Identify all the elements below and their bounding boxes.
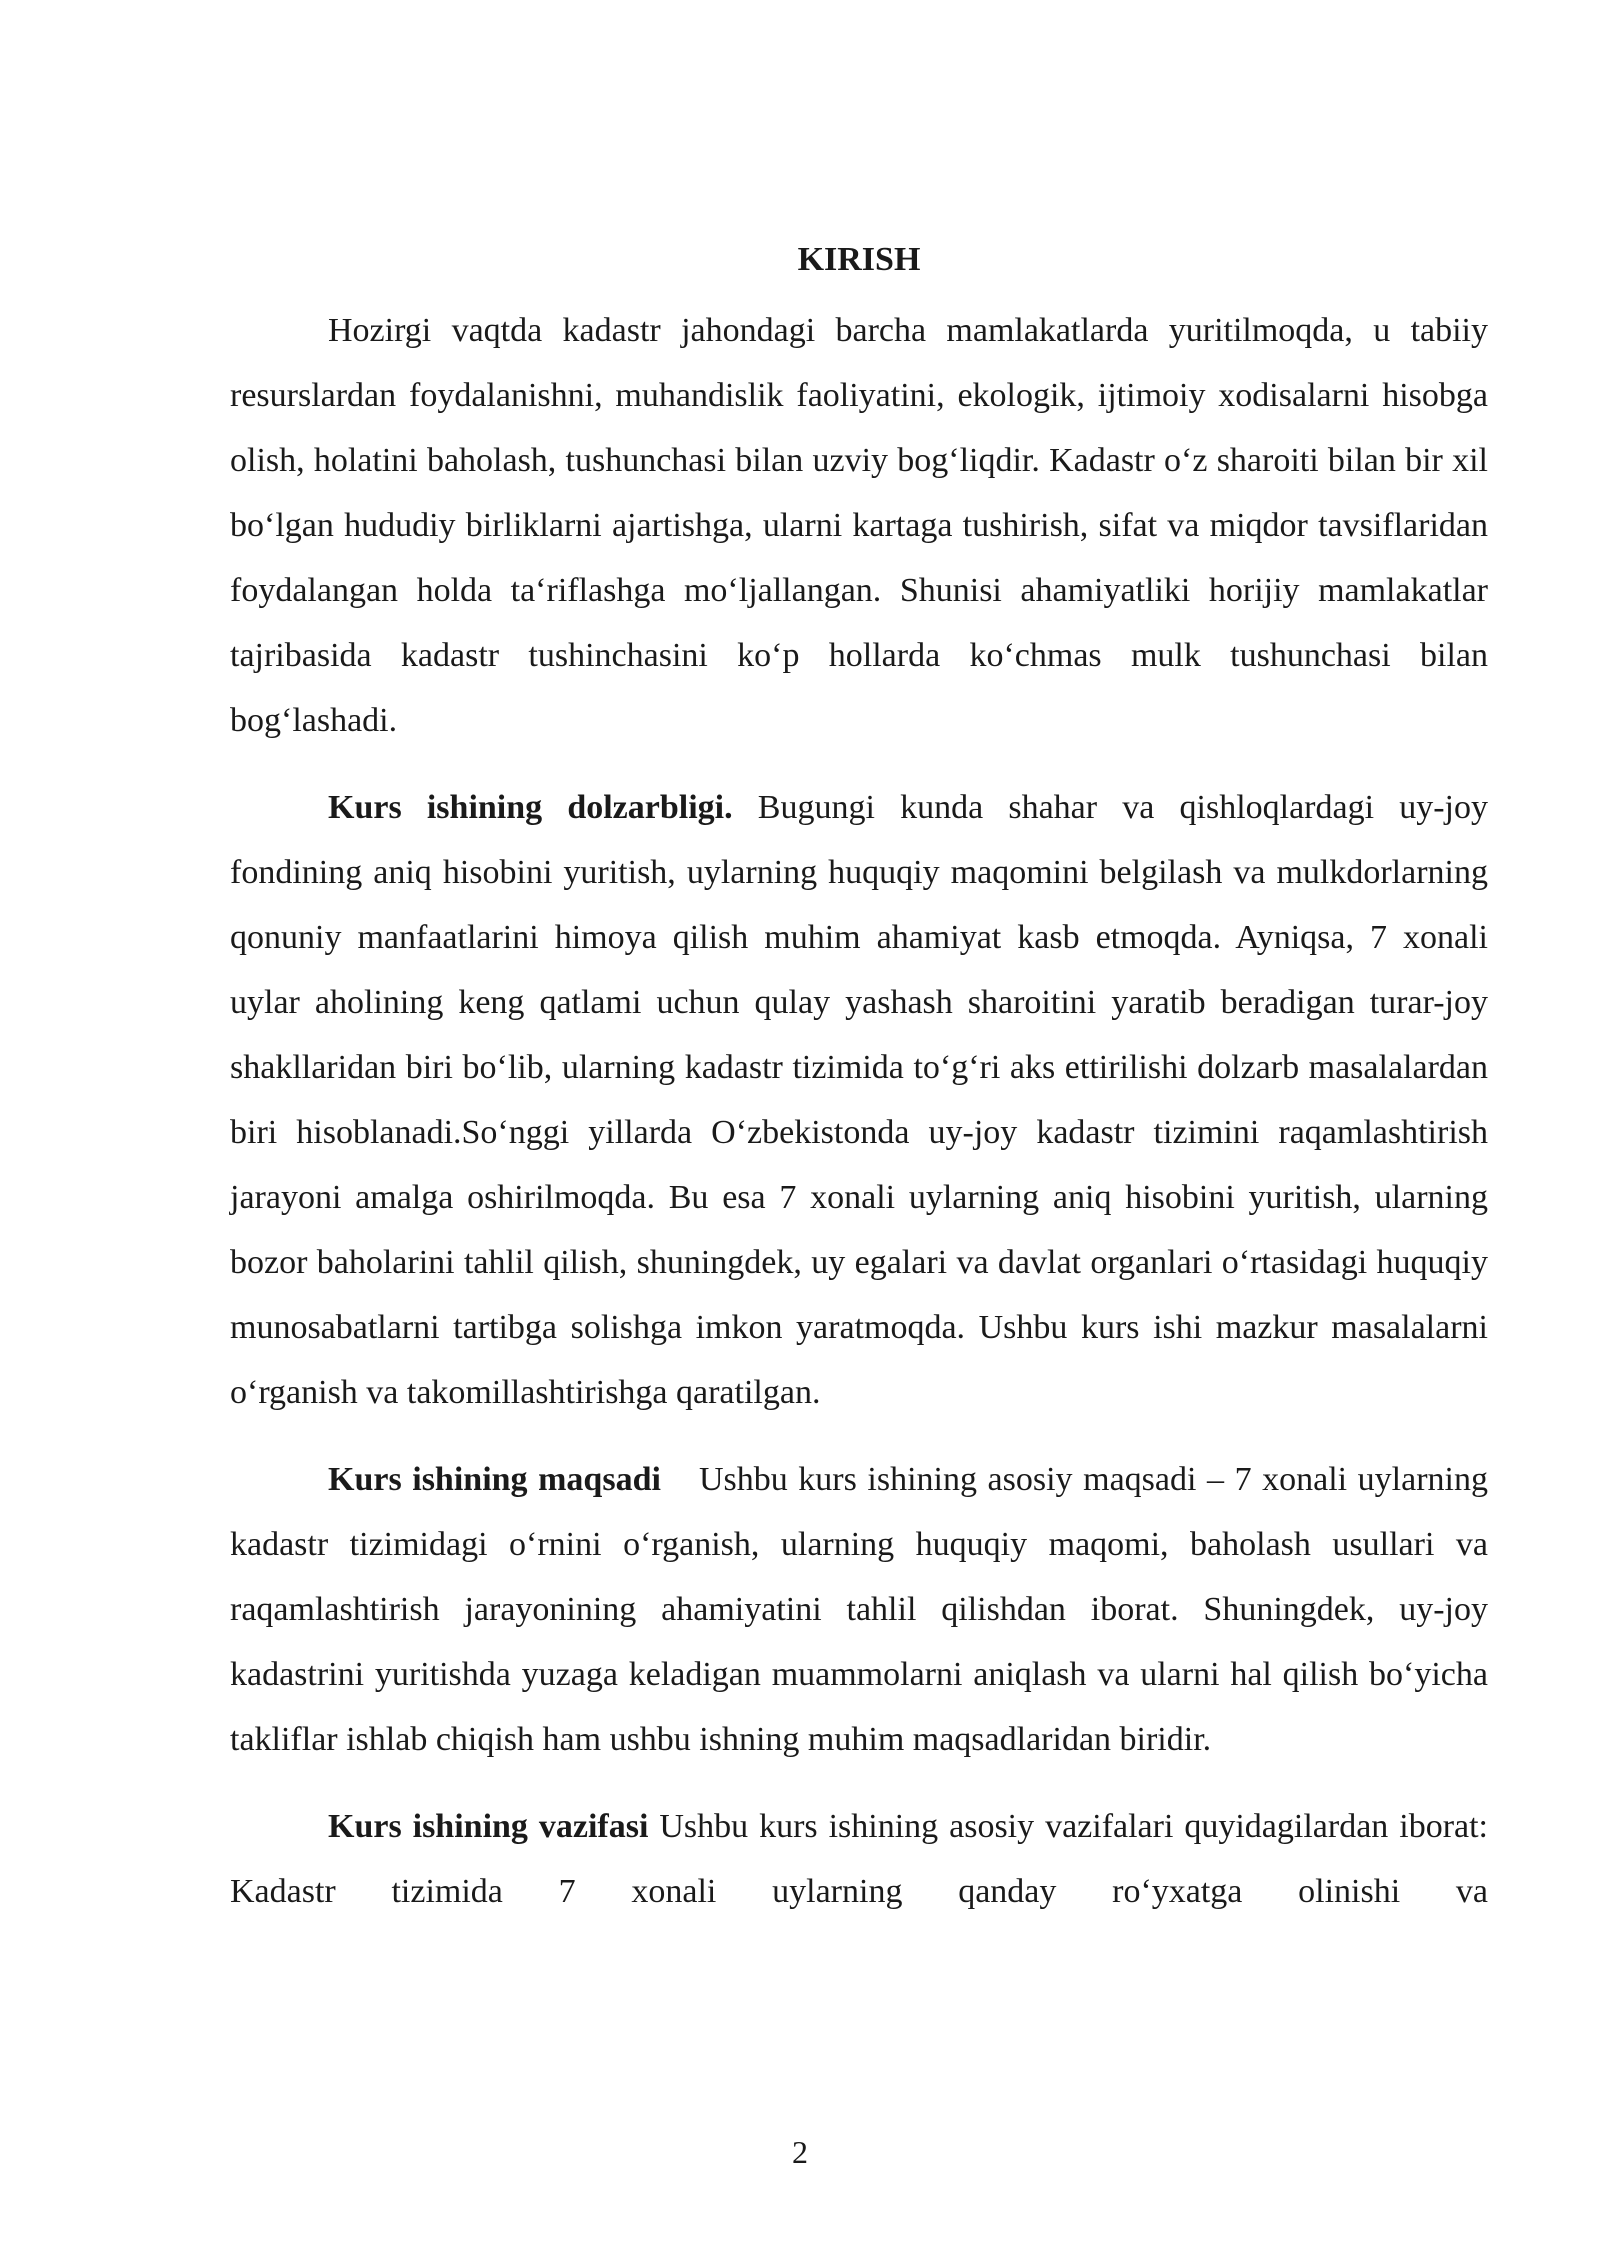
relevance-heading: Kurs ishining dolzarbligi. (328, 789, 733, 826)
intro-text: Hozirgi vaqtda kadastr jahondagi barcha mamlakatlarda yuritilmoqda, u tabiiy resurslardan foydalanishni, muhandislik faoliyatini, ekologik, ijtimoiy xodisalarni hisobga olish, holatini baholash, tushunchasi bilan uzviy bog‘liqdir. Kadastr o‘z sharoiti bilan bir xil bo‘lgan hududiy birliklarni ajartishga, ularni kartaga tushirish, sifat va miqdor tavsiflaridan foydalangan holda ta‘riflashga mo‘ljallangan. Shunisi ahamiyatliki horijiy mamlakatlar tajribasida kadastr tushinchasini ko‘p hollarda ko‘chmas mulk tushunchasi bilan bog‘lashadi. (230, 312, 1488, 739)
page-number: 2 (792, 2134, 808, 2170)
document-page (230, 236, 1488, 1946)
tasks-text: Ushbu kurs ishining asosiy vazifalari quyidagilardan iborat: Kadastr tizimida 7 xonali uylarning qanday ro‘yxatga olinishi va (230, 1808, 1488, 1910)
relevance-paragraph (230, 775, 1488, 1425)
relevance-text: Bugungi kunda shahar va qishloqlardagi uy-joy fondining aniq hisobini yuritish, uylarning huquqiy maqomini belgilash va mulkdorlarning qonuniy manfaatlarini himoya qilish muhim ahamiyat kasb etmoqda. Ayniqsa, 7 xonali uylar aholining keng qatlami uchun qulay yashash sharoitini yaratib beradigan turar-joy shakllaridan biri bo‘lib, ularning kadastr tizimida to‘g‘ri aks ettirilishi dolzarb masalalardan biri hisoblanadi.So‘nggi yillarda O‘zbekistonda uy-joy kadastr tizimini raqamlashtirish jarayoni amalga oshirilmoqda. Bu esa 7 xonali uylarning aniq hisobini yuritish, ularning bozor baholarini tahlil qilish, shuningdek, uy egalari va davlat organlari o‘rtasidagi huquqiy munosabatlarni tartibga solishga imkon yaratmoqda. Ushbu kurs ishi mazkur masalalarni o‘rganish va takomillashtirishga qaratilgan. (230, 789, 1488, 1411)
intro-paragraph (230, 298, 1488, 753)
goal-paragraph (230, 1447, 1488, 1772)
tasks-heading: Kurs ishining vazifasi (328, 1808, 649, 1845)
tasks-paragraph (230, 1794, 1488, 1924)
goal-text: Ushbu kurs ishining asosiy maqsadi – 7 xonali uylarning kadastr tizimidagi o‘rnini o‘rganish, ularning huquqiy maqomi, baholash usullari va raqamlashtirish jarayonining ahamiyatini tahlil qilishdan iborat. Shuningdek, uy-joy kadastrini yuritishda yuzaga keladigan muammolarni aniqlash va ularni hal qilish bo‘yicha takliflar ishlab chiqish ham ushbu ishning muhim maqsadlaridan biridir. (230, 1461, 1488, 1758)
page-title: KIRISH (797, 241, 921, 278)
goal-heading: Kurs ishining maqsadi (328, 1461, 661, 1498)
